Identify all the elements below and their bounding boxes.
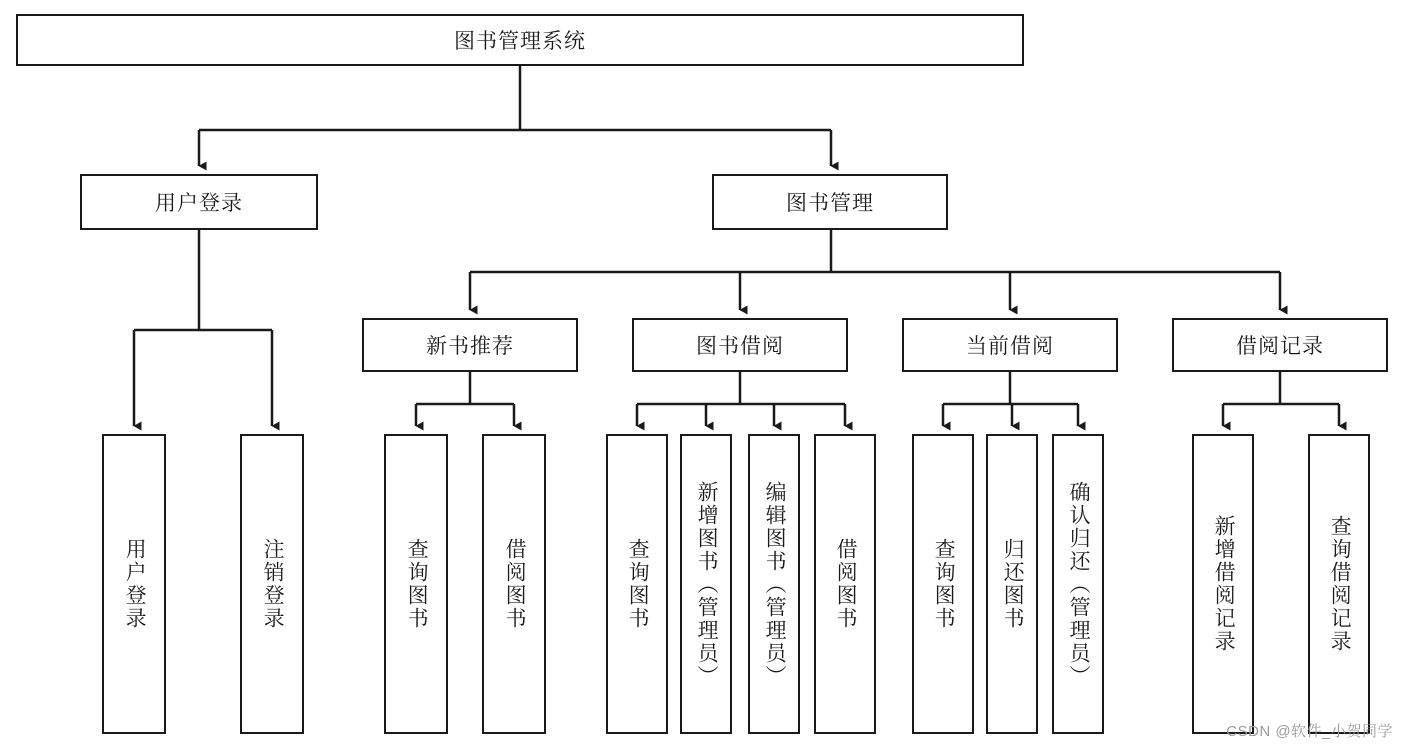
node-label: 用户登录 — [155, 192, 243, 215]
watermark: CSDN @软件_小贺同学 — [1226, 723, 1393, 740]
node-label: 查询图书 — [405, 538, 429, 630]
node-leaf-query-borrow-record[interactable] — [1308, 434, 1370, 734]
node-new-book-recommend[interactable] — [362, 318, 578, 372]
node-leaf-query-book[interactable] — [606, 434, 668, 734]
node-label: 注销登录 — [261, 538, 285, 630]
node-leaf-borrow-book-new[interactable] — [482, 434, 546, 734]
node-book-borrow[interactable] — [632, 318, 848, 372]
node-current-borrow[interactable] — [902, 318, 1118, 372]
node-label: 用户登录 — [123, 538, 147, 630]
node-root[interactable] — [16, 14, 1024, 66]
node-leaf-logout[interactable] — [240, 434, 304, 734]
node-label: 新增借阅记录 — [1212, 515, 1236, 653]
node-label: 确认归还（管理员） — [1067, 480, 1091, 688]
node-leaf-query-book-current[interactable] — [912, 434, 974, 734]
node-borrow-records[interactable] — [1172, 318, 1388, 372]
node-label: 查询图书 — [932, 538, 956, 630]
node-user-login[interactable] — [80, 174, 318, 230]
node-label: 图书管理系统 — [454, 30, 586, 53]
node-label: 当前借阅 — [966, 335, 1054, 358]
node-label: 图书借阅 — [696, 335, 784, 358]
node-leaf-return-book[interactable] — [986, 434, 1038, 734]
node-label: 新书推荐 — [426, 335, 514, 358]
node-leaf-add-borrow-record[interactable] — [1192, 434, 1254, 734]
node-label: 查询借阅记录 — [1328, 515, 1352, 653]
node-leaf-add-book-admin[interactable] — [680, 434, 732, 734]
node-leaf-confirm-return-admin[interactable] — [1052, 434, 1104, 734]
node-label: 借阅记录 — [1236, 335, 1324, 358]
node-label: 编辑图书（管理员） — [763, 480, 787, 688]
node-label: 新增图书（管理员） — [695, 480, 719, 688]
node-label: 查询图书 — [626, 538, 650, 630]
node-leaf-user-login[interactable] — [102, 434, 166, 734]
node-label: 借阅图书 — [834, 538, 858, 630]
node-leaf-borrow-book[interactable] — [814, 434, 876, 734]
node-leaf-edit-book-admin[interactable] — [748, 434, 800, 734]
node-label: 借阅图书 — [503, 538, 527, 630]
node-book-management[interactable] — [712, 174, 948, 230]
node-leaf-query-book-new[interactable] — [384, 434, 448, 734]
node-label: 图书管理 — [786, 192, 874, 215]
node-label: 归还图书 — [1001, 538, 1025, 630]
